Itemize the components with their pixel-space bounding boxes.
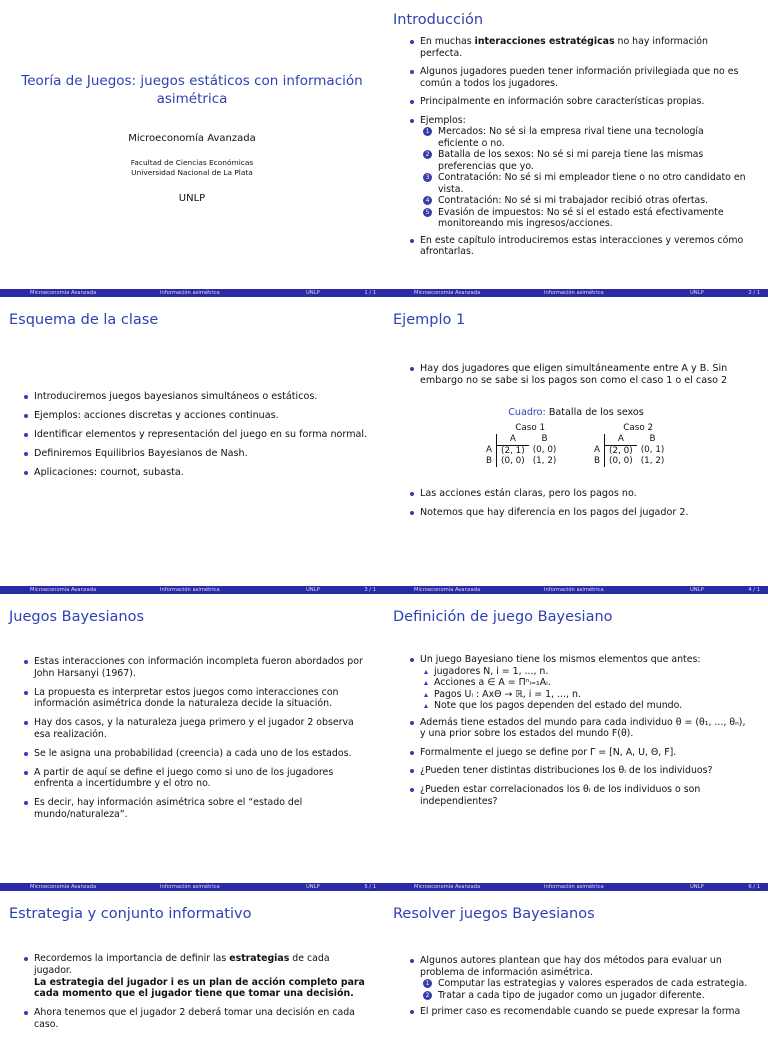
footer-course: Microeconomía Avanzada — [30, 587, 97, 593]
footer-course: Microeconomía Avanzada — [414, 290, 481, 296]
number-badge-icon: 2 — [423, 150, 432, 159]
institution — [0, 158, 384, 178]
caption-text: Batalla de los sexos — [545, 407, 644, 418]
footer-page-number: 2 / 1 — [748, 290, 760, 296]
frame-body — [407, 955, 752, 1025]
methods-list — [420, 978, 752, 1001]
frame-title: Resolver juegos Bayesianos — [393, 906, 595, 922]
bullet-item: La propuesta es interpretar estos juegos como interacciones con información asimétrica donde la naturaleza decide la situación. — [21, 687, 371, 711]
frame-body — [21, 953, 366, 1038]
bullet-item: Algunos jugadores pueden tener información privilegiada que no es común a todos los jugadores. — [407, 66, 747, 89]
frame-body-bottom — [407, 488, 747, 526]
number-badge-icon: 1 — [423, 979, 432, 988]
footer-university: UNLP — [690, 587, 704, 593]
footer-university: UNLP — [306, 587, 320, 593]
bullet-item: Notemos que hay diferencia en los pagos del jugador 2. — [407, 507, 747, 519]
sub-item: jugadores N, i = 1, ..., n. — [420, 666, 752, 678]
footer-university: UNLP — [690, 290, 704, 296]
footer-page-number: 4 / 1 — [748, 587, 760, 593]
footer-topic: Información asimétrica — [160, 290, 220, 296]
case-label: Caso 1 — [515, 423, 546, 433]
strategy-definition: La estrategia del jugador i es un plan de acción completo para cada momento que el jugador tiene que tomar una decisión. — [34, 976, 365, 1000]
payoff-table-case-1: Caso 1 A B A (2, 1) (0, 0) B (0, 0) (1, 2) — [482, 423, 560, 467]
slide-ejemplo-1 — [384, 297, 768, 594]
slide-footer — [384, 586, 768, 594]
number-badge-icon: 1 — [423, 127, 432, 136]
frame-title: Introducción — [393, 12, 484, 28]
method-item: 2 Tratar a cada tipo de jugador como un jugador diferente. — [420, 990, 752, 1002]
footer-university: UNLP — [306, 290, 320, 296]
slide-title-page — [0, 0, 384, 297]
frame-title: Definición de juego Bayesiano — [393, 609, 613, 625]
frame-title: Esquema de la clase — [9, 312, 159, 328]
bullet-item: Además tiene estados del mundo para cada individuo θ = (θ₁, ..., θₙ), y una prior sobre los estados del mundo F(θ). — [407, 717, 752, 740]
bullet-item: Ejemplos: acciones discretas y acciones continuas. — [21, 410, 371, 422]
footer-university: UNLP — [690, 884, 704, 890]
footer-topic: Información asimétrica — [160, 587, 220, 593]
slide-footer — [0, 586, 384, 594]
number-badge-icon: 5 — [423, 208, 432, 217]
examples-list — [420, 126, 747, 230]
bullet-item: Recordemos la importancia de definir las estrategias de cada jugador. La estrategia del jugador i es un plan de acción completo para cada momento que el jugador tiene que tomar una decisión. — [21, 953, 366, 1000]
bullet-item: En este capítulo introduciremos estas interacciones y veremos cómo afrontarlas. — [407, 235, 747, 258]
bullet-item: Es decir, hay información asimétrica sobre el “estado del mundo/naturaleza”. — [21, 797, 371, 821]
payoff-table-case-2: Caso 2 A B A (2, 0) (0, 1) B (0, 0) (1, 2) — [590, 423, 668, 467]
bullet-item: En muchas interacciones estratégicas no hay información perfecta. — [407, 36, 747, 59]
example-item: 3 Contratación: No sé si mi empleador tiene o no otro candidato en vista. — [420, 172, 747, 195]
footer-university: UNLP — [306, 884, 320, 890]
example-item: 4 Contratación: No sé si mi trabajador recibió otras ofertas. — [420, 195, 747, 207]
footer-page-number: 1 / 1 — [364, 290, 376, 296]
bullet-item: ¿Pueden tener distintas distribuciones los θᵢ de los individuos? — [407, 765, 752, 777]
slide-estrategia — [0, 891, 384, 1030]
footer-page-number: 6 / 1 — [748, 884, 760, 890]
example-item: 1 Mercados: No sé si la empresa rival tiene una tecnología eficiente o no. — [420, 126, 747, 149]
footer-topic: Información asimétrica — [160, 884, 220, 890]
bullet-item: Principalmente en información sobre características propias. — [407, 96, 747, 108]
slide-footer — [384, 883, 768, 891]
university-name: Universidad Nacional de La Plata — [131, 168, 253, 177]
frame-body — [407, 654, 752, 814]
number-badge-icon: 3 — [423, 173, 432, 182]
bullet-item: Definiremos Equilibrios Bayesianos de Nash. — [21, 448, 371, 460]
footer-course: Microeconomía Avanzada — [30, 290, 97, 296]
bullet-item: Introduciremos juegos bayesianos simultáneos o estáticos. — [21, 391, 371, 403]
frame-title: Ejemplo 1 — [393, 312, 466, 328]
bullet-item: ¿Pueden estar correlacionados los θᵢ de los individuos o son independientes? — [407, 784, 752, 807]
presentation-title: Teoría de Juegos: juegos estáticos con información asimétrica — [21, 73, 363, 107]
bullet-item: Estas interacciones con información incompleta fueron abordados por John Harsanyi (1967). — [21, 656, 371, 680]
footer-page-number: 3 / 1 — [364, 587, 376, 593]
slide-introduccion — [384, 0, 768, 297]
slide-footer — [0, 289, 384, 297]
footer-course: Microeconomía Avanzada — [414, 884, 481, 890]
footer-topic: Información asimétrica — [544, 884, 604, 890]
footer-topic: Información asimétrica — [544, 587, 604, 593]
faculty-name: Facultad de Ciencias Económicas — [130, 158, 254, 167]
frame-title: Juegos Bayesianos — [9, 609, 145, 625]
frame-title: Estrategia y conjunto informativo — [9, 906, 252, 922]
bullet-item: Las acciones están claras, pero los pagos no. — [407, 488, 747, 500]
bullet-item: Algunos autores plantean que hay dos métodos para evaluar un problema de información asimétrica. 1 Computar las estrategias y valores esperados de cada estrategia. 2 Tratar a cada tipo de jugador como un jugador diferente. — [407, 955, 752, 1001]
frame-body-top — [407, 363, 747, 394]
frame-body — [21, 656, 371, 828]
frame-body — [407, 36, 747, 265]
number-badge-icon: 2 — [423, 991, 432, 1000]
footer-topic: Información asimétrica — [544, 290, 604, 296]
bullet-item: Un juego Bayesiano tiene los mismos elementos que antes: jugadores N, i = 1, ..., n. Acciones a ∈ A = Πⁿᵢ₌₁Aᵢ. Pagos Uᵢ : AxΘ → ℝ, i = 1, ..., n. Note que los pagos dependen del estado del mundo. — [407, 654, 752, 712]
table-caption — [384, 407, 768, 418]
institute-short: UNLP — [178, 193, 206, 204]
example-item: 5 Evasión de impuestos: No sé si el estado está efectivamente monitoreando mis ingresos/acciones. — [420, 207, 747, 230]
slide-esquema — [0, 297, 384, 594]
bullet-item: El primer caso es recomendable cuando se puede expresar la forma — [407, 1006, 752, 1018]
bullet-item: A partir de aquí se define el juego como si uno de los jugadores enfrenta a incertidumbre y el otro no. — [21, 767, 371, 791]
footer-course: Microeconomía Avanzada — [414, 587, 481, 593]
sub-list — [420, 666, 752, 712]
method-item: 1 Computar las estrategias y valores esperados de cada estrategia. — [420, 978, 752, 990]
slide-footer — [0, 883, 384, 891]
slide-definicion-juego-bayesiano — [384, 594, 768, 891]
bullet-item: Identificar elementos y representación del juego en su forma normal. — [21, 429, 371, 441]
sub-item: Note que los pagos dependen del estado del mundo. — [420, 700, 752, 712]
bullet-item: Ejemplos: 1 Mercados: No sé si la empresa rival tiene una tecnología eficiente o no. 2 Batalla de los sexos: No sé si mi pareja tiene las mismas preferencias que yo. 3 Contratación: No sé si mi empleador tiene o no otro candidato en vista. 4 Contratación: No sé si mi trabajador recibió otras ofertas. 5 Evasión de impuestos: No sé si el estado está efectivamente monitoreando mis ingresos/acciones. — [407, 115, 747, 230]
example-item: 2 Batalla de los sexos: No sé si mi pareja tiene las mismas preferencias que yo. — [420, 149, 747, 172]
course-name: Microeconomía Avanzada — [128, 133, 256, 144]
bullet-item: Formalmente el juego se define por Γ = [N, A, U, Θ, F]. — [407, 747, 752, 759]
bullet-item: Se le asigna una probabilidad (creencia) a cada uno de los estados. — [21, 748, 371, 760]
footer-course: Microeconomía Avanzada — [30, 884, 97, 890]
sub-item: Pagos Uᵢ : AxΘ → ℝ, i = 1, ..., n. — [420, 689, 752, 701]
footer-page-number: 5 / 1 — [364, 884, 376, 890]
slide-footer — [384, 289, 768, 297]
slide-juegos-bayesianos — [0, 594, 384, 891]
sub-item: Acciones a ∈ A = Πⁿᵢ₌₁Aᵢ. — [420, 677, 752, 689]
slide-resolver-juegos — [384, 891, 768, 1024]
bullet-item: Hay dos casos, y la naturaleza juega primero y el jugador 2 observa esa realización. — [21, 717, 371, 741]
caption-label: Cuadro: — [508, 407, 546, 418]
case-label: Caso 2 — [623, 423, 654, 433]
bullet-item: Hay dos jugadores que eligen simultáneamente entre A y B. Sin embargo no se sabe si los pagos son como el caso 1 o el caso 2 — [407, 363, 747, 387]
frame-body — [21, 391, 371, 486]
bullet-item: Ahora tenemos que el jugador 2 deberá tomar una decisión en cada caso. — [21, 1007, 366, 1031]
bullet-item: Aplicaciones: cournot, subasta. — [21, 467, 371, 479]
number-badge-icon: 4 — [423, 196, 432, 205]
